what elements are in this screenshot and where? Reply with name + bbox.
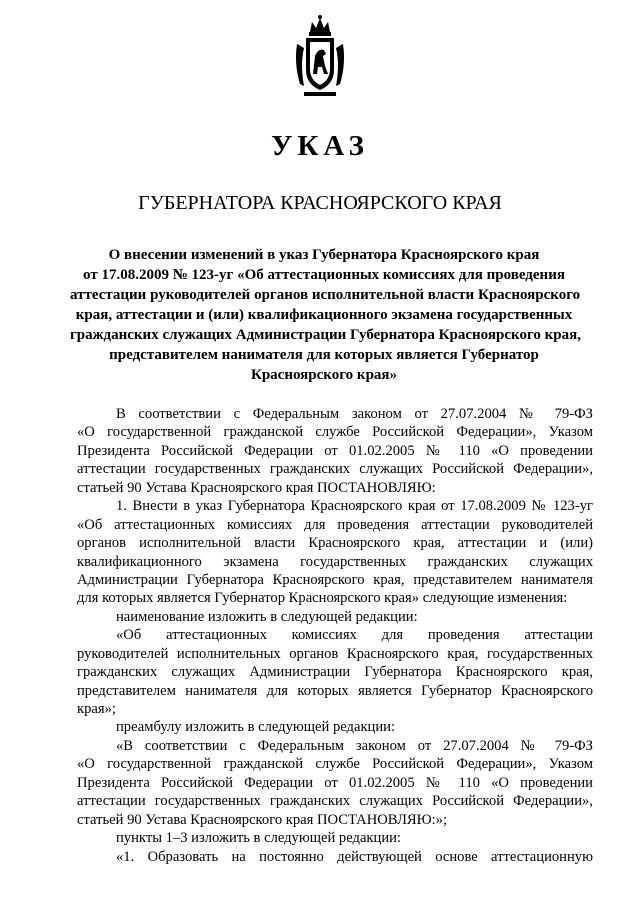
decree-title: УКАЗ (271, 130, 369, 162)
body-line: квалификационного экзамена государственных гражданских служащих (77, 553, 593, 570)
body-line: края»; (77, 701, 116, 717)
body-line: преамбулу изложить в следующей редакции: (116, 719, 396, 736)
decree-body (77, 405, 593, 866)
heading-line: Красноярского края» (250, 367, 398, 383)
body-line: органов исполнительной власти Красноярского края, аттестации и (или) (77, 535, 593, 552)
body-line: статьей 90 Устава Красноярского края ПОСТАНОВЛЯЮ:»; (77, 811, 448, 828)
body-line: «Об аттестационных комиссиях для проведения аттестации (116, 627, 593, 644)
body-line: гражданских служащих Администрации Губернатора Красноярского края, (77, 664, 593, 681)
body-line: «О государственной гражданской службе Российской Федерации», Указом (77, 424, 593, 441)
heading-line: О внесении изменений в указ Губернатора Красноярского края (108, 247, 540, 263)
heading-line: представителем нанимателя для которых является Губернатор (109, 347, 539, 363)
body-line: «1. Образовать на постоянно действующей основе аттестационную (116, 848, 593, 865)
body-line: представителем нанимателя для которых является Губернатор Красноярского (77, 682, 593, 699)
body-line: «В соответствии с Федеральным законом от 27.07.2004 № 79-ФЗ (116, 737, 593, 754)
body-line: руководителей исполнительных органов Красноярского края, государственных (77, 645, 593, 662)
body-line: статьей 90 Устава Красноярского края ПОСТАНОВЛЯЮ: (77, 479, 436, 496)
heading-line: аттестации руководителей органов исполнительной власти Красноярского (70, 287, 581, 303)
body-line: для которых является Губернатор Красноярского края» следующие изменения: (77, 590, 568, 607)
body-line: 1. Внести в указ Губернатора Красноярского края от 17.08.2009 № 123-уг (116, 498, 593, 515)
body-line: В соответствии с Федеральным законом от 27.07.2004 № 79-ФЗ (116, 406, 593, 422)
body-line: пункты 1–3 изложить в следующей редакции: (116, 830, 401, 847)
heading-line: края, аттестации и (или) квалификационного экзамена государственных (75, 307, 573, 323)
coat-of-arms-emblem (294, 14, 346, 100)
body-line: Администрации Губернатора Красноярского края, представителем нанимателя (77, 571, 593, 588)
body-line: аттестации государственных гражданских служащих Российской Федерации», (77, 461, 593, 478)
body-line: наименование изложить в следующей редакции: (116, 608, 418, 625)
body-line: Президента Российской Федерации от 01.02.2005 № 110 «О проведении (77, 774, 593, 791)
body-line: «Об аттестационных комиссиях для проведения аттестации руководителей (77, 516, 593, 533)
body-line: Президента Российской Федерации от 01.02.2005 № 110 «О проведении (77, 442, 593, 459)
body-line: аттестации государственных гражданских служащих Российской Федерации», (77, 793, 593, 810)
decree-issuer: ГУБЕРНАТОРА КРАСНОЯРСКОГО КРАЯ (138, 192, 502, 214)
body-line: «О государственной гражданской службе Российской Федерации», Указом (77, 756, 593, 773)
decree-heading (70, 245, 581, 385)
heading-line: гражданских служащих Администрации Губернатора Красноярского края, (70, 327, 581, 343)
heading-line: от 17.08.2009 № 123-уг «Об аттестационных комиссиях для проведения (83, 267, 565, 283)
